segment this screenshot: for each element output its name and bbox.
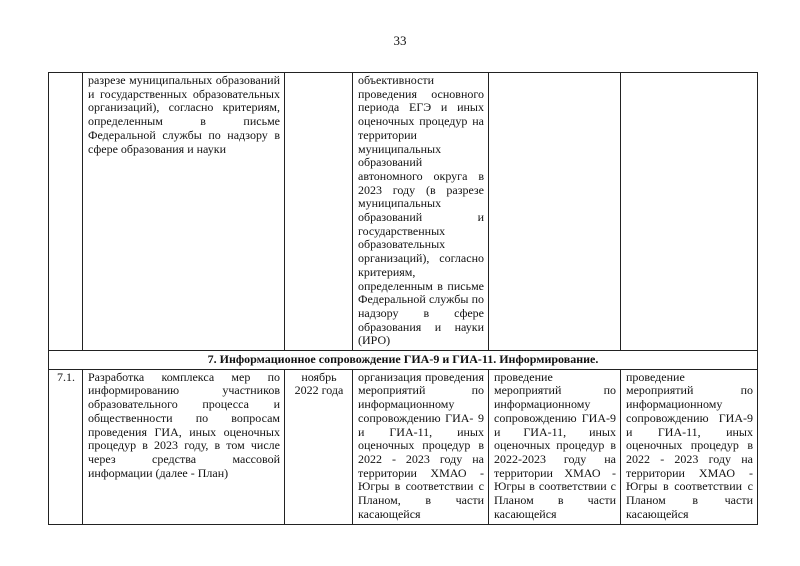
cell-col6 <box>621 73 758 351</box>
table-row-continued <box>49 73 758 351</box>
cell-activity: Разработка комплекса мер по информированию участников образовательного процесса и общественности по вопросам проведения ГИА, иных оценочных процедур в 2023 году, в том числе через средства массовой информации (далее - План) <box>83 369 285 524</box>
cell-col5: проведение мероприятий по информационному сопровождению ГИА-9 и ГИА-11, иных оценочных процедур в 2022-2023 году на территории ХМАО - Югры в соответствии с Планом в части касающейся <box>489 369 621 524</box>
table-row <box>49 369 758 524</box>
cell-col6: проведение мероприятий по информационному сопровождению ГИА-9 и ГИА-11, иных оценочных процедур в 2022 - 2023 году на территории ХМАО - Югры в соответствии с Планом в части касающейся <box>621 369 758 524</box>
cell-deadline <box>285 73 353 351</box>
plan-table <box>48 72 758 525</box>
cell-activity: разрезе муниципальных образований и государственных образовательных организаций), согласно критериям, определенным в письме Федеральной службы по надзору в сфере образования и науки <box>83 73 285 351</box>
cell-number <box>49 73 83 351</box>
cell-deadline: ноябрь 2022 года <box>285 369 353 524</box>
cell-col5 <box>489 73 621 351</box>
cell-result: объективности проведения основного периода ЕГЭ и иных оценочных процедур на территории муниципальных образований автономного округа в 2023 году (в разрезе муниципальных образований и государственных образовательных организаций), согласно критериям, определенным в письме Федеральной службы по надзору в сфере образования и науки (ИРО) <box>353 73 489 351</box>
section-row <box>49 351 758 370</box>
cell-number: 7.1. <box>49 369 83 524</box>
page-number: 33 <box>393 33 407 48</box>
cell-result: организация проведения мероприятий по информационному сопровождению ГИА- 9 и ГИА-11, иных оценочных процедур в 2022 - 2023 году на территории ХМАО - Югры в соответствии с Планом, в части касающейся <box>353 369 489 524</box>
section-heading: 7. Информационное сопровождение ГИА-9 и ГИА-11. Информирование. <box>49 351 758 370</box>
